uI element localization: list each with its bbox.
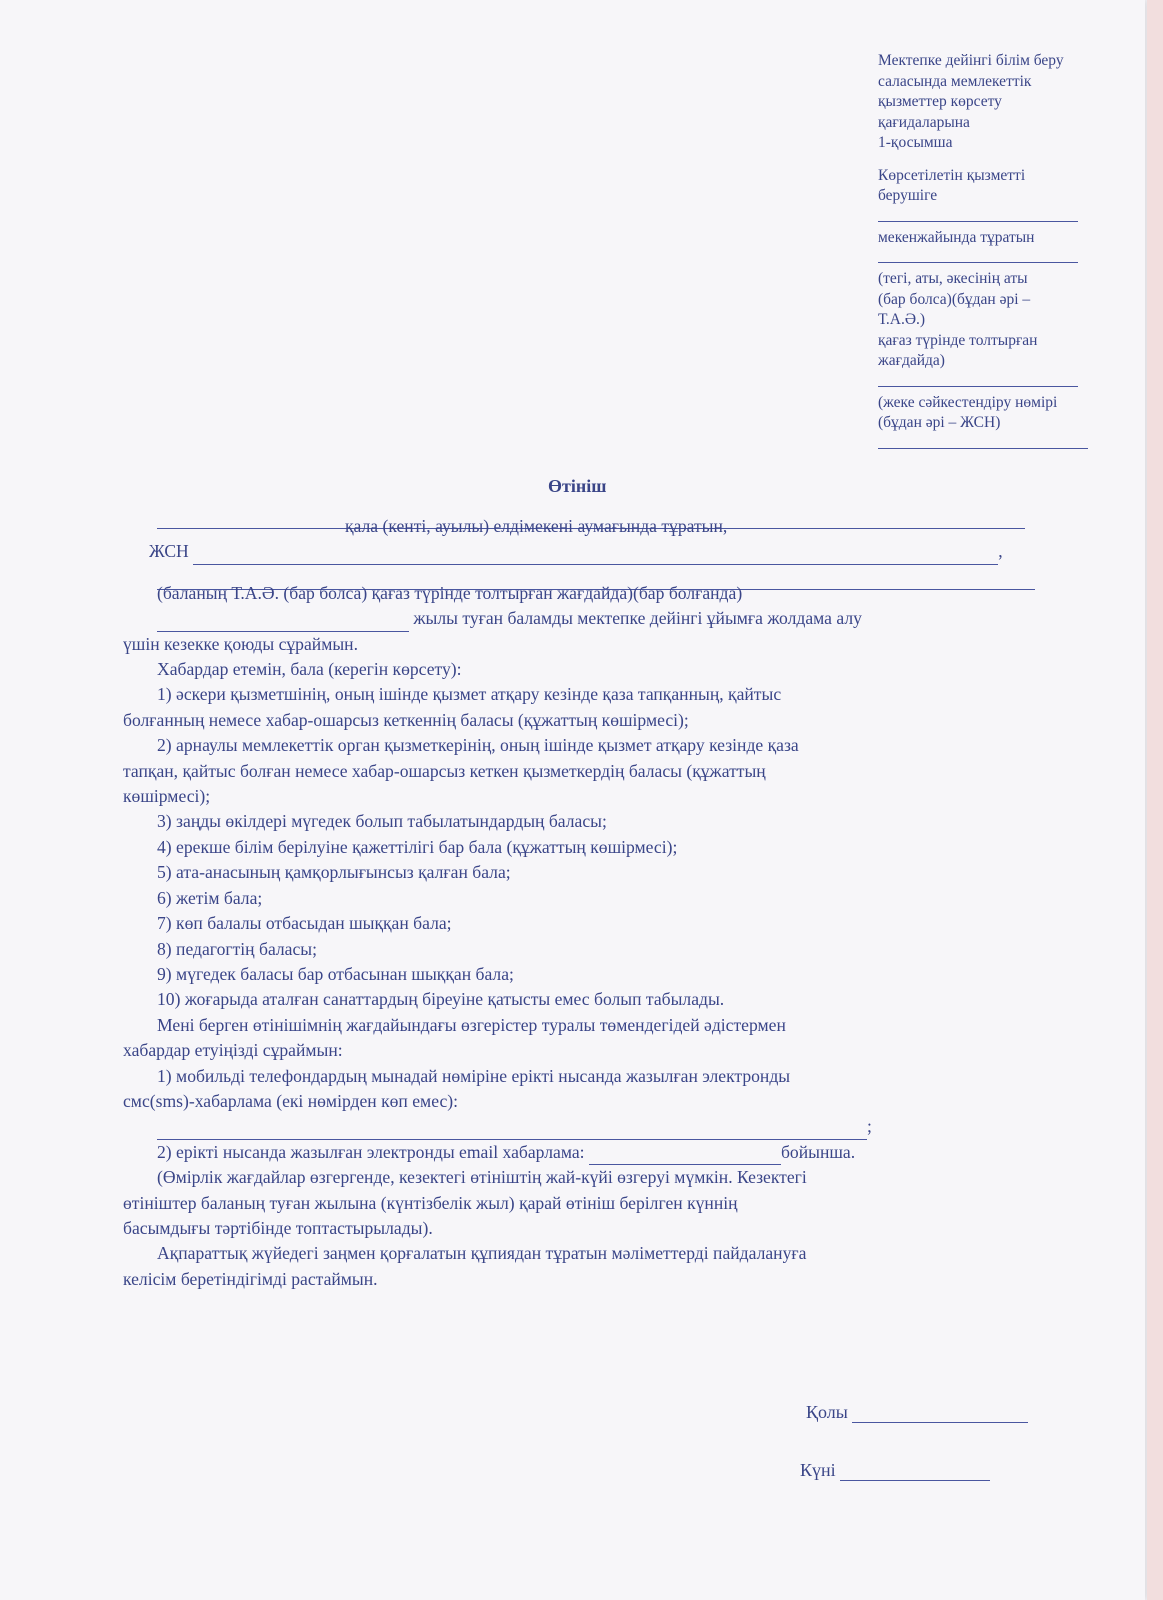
annex-line: қағидаларына [878,113,970,131]
consent-text: келісім беретіндігімді растаймын. [123,1268,378,1289]
request-end: үшін кезекке қоюды сұраймын. [123,633,358,654]
locality-line: қала (кенті, ауылы) елдімекені аумағында тұратын, [345,516,728,536]
method-sms: 1) мобильді телефондардың мынадай нөміріне ерікті нысанда жазылған электронды [157,1065,791,1086]
note-text: басымдығы тәртібінде топтастырылады). [123,1217,433,1238]
category-item: 1) әскери қызметшінің, оның ішінде қызмет атқару кезінде қаза тапқанның, қайтыс [157,684,782,705]
notify-text: Мені берген өтінішімнің жағдайындағы өзгерістер туралы төмендегідей әдістермен [157,1014,786,1035]
birth-year-blank [157,613,409,632]
address-blank [878,248,1078,263]
header-block [878,51,1128,455]
name-hint-line: жағдайда) [878,352,945,369]
note-text: өтініштер баланың туған жылына (күнтізбелік жыл) қарай өтініш берілген күннің [123,1192,738,1213]
annex-line: қызметтер көрсету [878,93,1002,110]
category-item: 3) заңды өкілдері мүгедек болып табылатындардың баласы; [157,811,607,832]
iin-blank [878,434,1088,449]
method-sms: смс(sms)-хабарлама (екі нөмірден көп емес): [123,1090,458,1111]
recipient-line: Көрсетілетін қызметті [878,166,1026,184]
date-blank [840,1462,990,1481]
category-item: 2) арнаулы мемлекеттік орган қызметкерінің, оның ішінде қызмет атқару кезінде қаза [157,735,799,756]
page-edge [1147,0,1163,1600]
name-hint-line: Т.А.Ә.) [878,311,926,328]
consent-text: Ақпараттық жүйедегі заңмен қорғалатын құпиядан тұратын мәліметтерді пайдалануға [157,1243,807,1264]
comma: , [998,541,1003,562]
phone-blank [157,1121,867,1140]
note-text: (Өмірлік жағдайлар өзгергенде, кезектегі өтініштің жай-күйі өзгеруі мүмкін. Кезектегі [157,1167,807,1188]
date-label: Күні [800,1460,836,1480]
category-item: болғанның немесе хабар-ошарсыз кеткеннің баласы (құжаттың көшірмесі); [123,709,689,730]
annex-line: 1-қосымша [878,134,953,151]
iin-hint-line: (жеке сәйкестендіру нөмірі [878,393,1058,411]
name-hint-line: қағаз түрінде толтырған [878,331,1038,349]
recipient-blank [878,207,1078,222]
inform-intro: Хабардар етемін, бала (керегін көрсету): [157,659,462,680]
iin-field-blank [193,546,998,565]
category-item: 8) педагогтің баласы; [157,938,318,959]
name-hint-line: (тегі, аты, әкесінің аты [878,270,1028,287]
document-body [123,504,1023,1292]
signature-label: Қолы [806,1402,848,1422]
signature-row [806,1402,1028,1423]
name-hint-line: (бар болса)(бұдан әрі – [878,290,1031,308]
category-item: тапқан, қайтыс болған немесе хабар-ошарсыз кеткен қызметкердің баласы (құжаттың [123,760,766,781]
category-item: 7) көп балалы отбасыдан шыққан бала; [157,913,452,934]
category-item: 4) ерекше білім берілуіне қажеттілігі бар бала (құжаттың көшірмесі); [157,836,678,857]
method-email: 2) ерікті нысанда жазылған электронды email хабарлама: [157,1141,585,1162]
date-row [800,1460,990,1481]
method-email-end: бойынша. [780,1141,856,1162]
semicolon: ; [867,1116,872,1137]
category-item: көшірмесі); [123,786,211,807]
birth-year-text: жылы туған баламды мектепке дейінгі ұйымға жолдама алу [413,608,862,629]
annex-line: саласында мемлекеттік [878,72,1032,90]
category-item: 9) мүгедек баласы бар отбасынан шыққан бала; [157,963,514,984]
annex-line: Мектепке дейінгі білім беру [878,52,1064,69]
address-label: мекенжайында тұратын [878,228,1035,246]
iin-hint-line: (бұдан әрі – ЖСН) [878,414,1001,431]
signature-blank [852,1404,1028,1423]
category-item: 6) жетім бала; [157,887,263,908]
category-item: 5) ата-анасының қамқорлығынсыз қалған бала; [157,862,511,883]
recipient-line: берушіге [878,187,938,204]
notify-text: хабардар етуіңізді сұраймын: [123,1040,343,1061]
email-blank [589,1146,781,1165]
category-item: 10) жоғарыда аталған санаттардың біреуіне қатысты емес болып табылады. [157,989,725,1010]
iin-label: ЖСН [149,541,189,562]
document-title: Өтініш [548,476,607,496]
child-name-hint: (баланың Т.А.Ә. (бар болса) қағаз түрінде толтырған жағдайда)(бар болғанда) [157,582,743,603]
name-blank [878,372,1078,387]
